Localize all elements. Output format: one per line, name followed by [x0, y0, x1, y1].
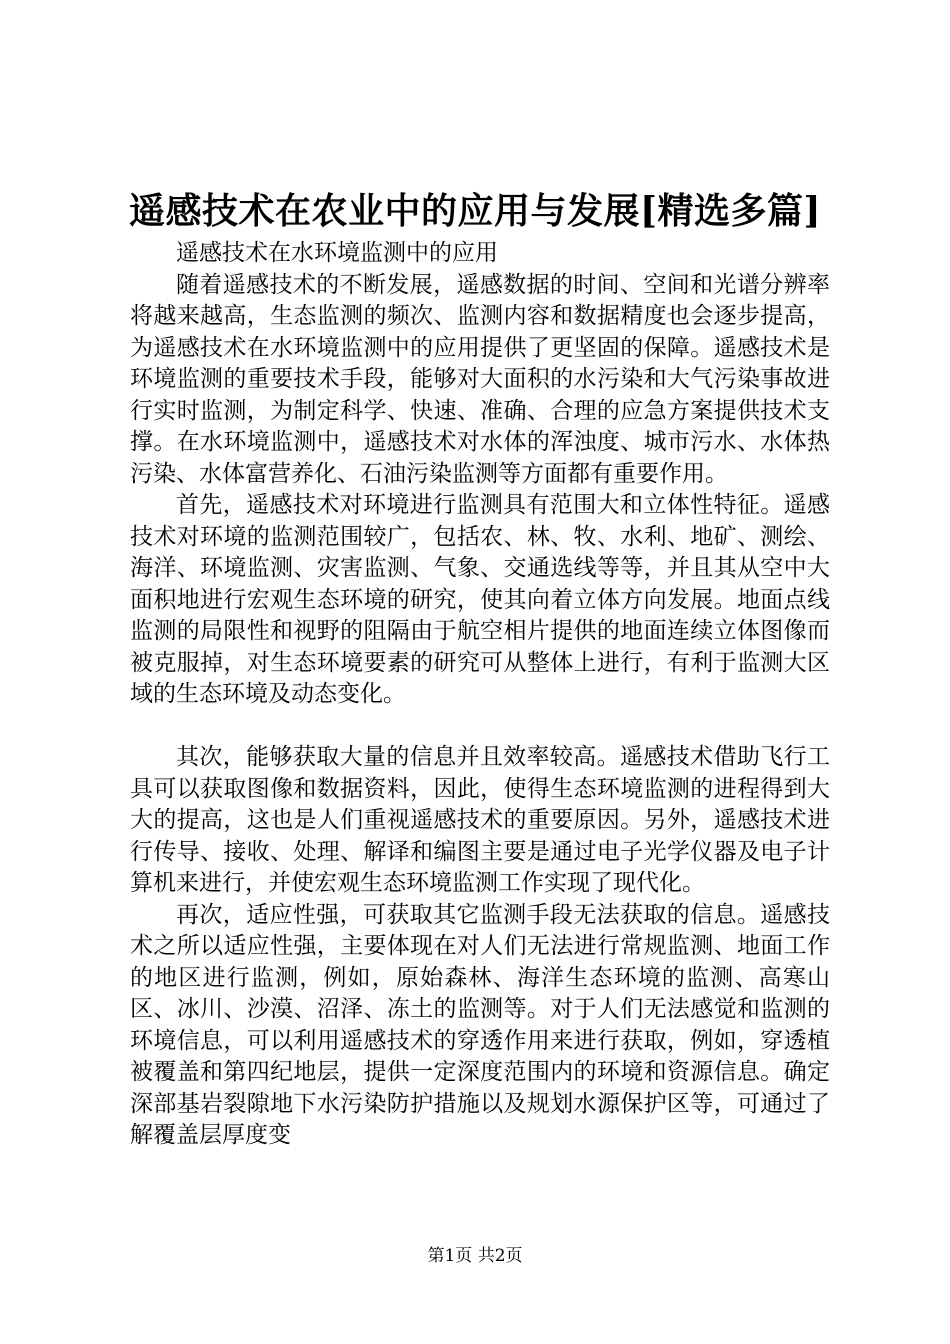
paragraph: 随着遥感技术的不断发展，遥感数据的时间、空间和光谱分辨率将越来越高，生态监测的频次、监测内容和数据精度也会逐步提高，为遥感技术在水环境监测中的应用提供了更坚固的保障。遥感技术是环境监测的重要技术手段，能够对大面积的水污染和大气污染事故进行实时监测，为制定科学、快速、准确、合理的应急方案提供技术支撑。在水环境监测中，遥感技术对水体的浑浊度、城市污水、水体热污染、水体富营养化、石油污染监测等方面都有重要作用。	[130, 271, 830, 487]
document-title: 遥感技术在农业中的应用与发展[精选多篇]	[128, 190, 822, 232]
page-indicator: 第1页 共2页	[427, 1246, 523, 1266]
paragraph: 再次，适应性强，可获取其它监测手段无法获取的信息。遥感技术之所以适应性强，主要体现在对人们无法进行常规监测、地面工作的地区进行监测，例如，原始森林、海洋生态环境的监测、高寒山区、冰川、沙漠、沼泽、冻土的监测等。对于人们无法感觉和监测的环境信息，可以利用遥感技术的穿透作用来进行获取，例如，穿透植被覆盖和第四纪地层，提供一定深度范围内的环境和资源信息。确定深部基岩裂隙地下水污染防护措施以及规划水源保护区等，可通过了解覆盖层厚度变	[130, 901, 830, 1148]
section-subheading: 遥感技术在水环境监测中的应用	[176, 240, 498, 266]
document-body	[130, 238, 830, 1152]
paragraph: 首先，遥感技术对环境进行监测具有范围大和立体性特征。遥感技术对环境的监测范围较广，包括农、林、牧、水利、地矿、测绘、海洋、环境监测、灾害监测、气象、交通选线等等，并且其从空中大面积地进行宏观生态环境的研究，使其向着立体方向发展。地面点线监测的局限性和视野的阻隔由于航空相片提供的地面连续立体图像而被克服掉，对生态环境要素的研究可从整体上进行，有利于监测大区域的生态环境及动态变化。	[130, 492, 830, 707]
paragraph: 其次，能够获取大量的信息并且效率较高。遥感技术借助飞行工具可以获取图像和数据资料，因此，使得生态环境监测的进程得到大大的提高，这也是人们重视遥感技术的重要原因。另外，遥感技术进行传导、接收、处理、解译和编图主要是通过电子光学仪器及电子计算机来进行，并使宏观生态环境监测工作实现了现代化。	[130, 744, 830, 896]
paragraph-spacer	[130, 711, 830, 743]
